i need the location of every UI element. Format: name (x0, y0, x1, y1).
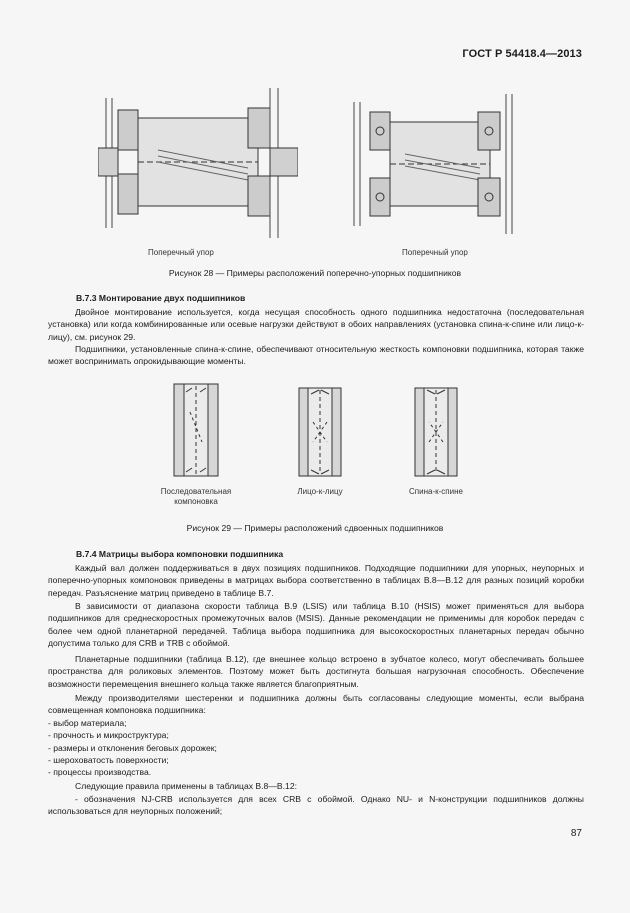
figure28-left-drawing (98, 88, 298, 238)
figure29-label-face-to-face: Лицо-к-лицу (297, 487, 343, 496)
section-b74-paragraph: Между производителями шестеренки и подшипника должны быть согласованы следующие моменты, если выбрана совмещенная компоновка подшипника: (48, 693, 584, 716)
section-b73-paragraph: Двойное монтирование используется, когда несущая способность одного подшипника недостаточна (последовательная установка) или когда комбинированные или осевые нагрузки действуют в обоих направлениях (установка спина-к-спине или лицо-к-лицу), см. рисунок 29. (48, 307, 584, 342)
bearing-shaft-drawing (350, 94, 520, 234)
figure29-tandem-drawing (172, 382, 220, 478)
paired-bearing-drawing (297, 386, 343, 478)
requirements-list (48, 717, 584, 778)
rules-item: - обозначения NJ-CRB используется для всех CRB с обоймой. Однако NU- и N-конструкции подшипников должны использоваться для неупорных положений; (48, 794, 584, 817)
section-b74-paragraph: В зависимости от диапазона скорости таблица В.9 (LSIS) или таблица В.10 (HSIS) может применяться для выбора подшипников для среднескоростных промежуточных валов (MSIS). Данные рекомендации не применимы для коробок передач с более чем одной планетарной передачей. Таблица выбора подшипника для высокоскоростных планетарных передач обычно допустима только для CRB и TRB с обоймой. (48, 601, 584, 648)
list-item: - процессы производства. (48, 767, 152, 778)
figure29-label-back-to-back: Спина-к-спине (409, 487, 463, 496)
figure29-caption: Рисунок 29 — Примеры расположений сдвоенных подшипников (186, 523, 444, 533)
figure28-caption: Рисунок 28 — Примеры расположений поперечно-упорных подшипников (168, 268, 462, 278)
document-id: ГОСТ Р 54418.4—2013 (462, 48, 582, 60)
figure29-face-to-face-drawing (297, 386, 343, 478)
figure28-right-drawing (350, 94, 520, 234)
section-b73-title: В.7.3 Монтирование двух подшипников (76, 293, 246, 303)
section-b73-paragraph: Подшипники, установленные спина-к-спине, обеспечивают относительную жесткость компоновки подшипника, которая также может воспринимать опрокидывающие моменты. (48, 344, 584, 367)
paired-bearing-drawing (413, 386, 459, 478)
section-b74-paragraph: Каждый вал должен поддерживаться в двух позициях подшипников. Подходящие подшипники для упорных, неупорных и поперечно-упорных компоновок приведены в матрицах выбора соответственно в таблицах В.8—В.12 для разных позиций коробки передач. Разъяснение матриц приведено в таблице В.7. (48, 563, 584, 598)
figure29-label-tandem: Последовательная компоновка (160, 487, 232, 506)
section-b74-title: В.7.4 Матрицы выбора компоновки подшипника (76, 549, 284, 559)
bearing-shaft-drawing (98, 88, 298, 238)
section-b74-paragraph: Планетарные подшипники (таблица В.12), где внешнее кольцо встроено в зубчатое колесо, могут обеспечивать большее пространства для роликовых элементов. Поэтому может быть достигнута большая нагрузочная способность. Обеспечение возможности перемещения внешнего кольца также является благоприятным. (48, 654, 584, 689)
page-number: 87 (570, 828, 582, 839)
list-item: - выбор материала; (48, 718, 127, 728)
figure28-left-label: Поперечный упор (148, 248, 214, 257)
list-item: - размеры и отклонения беговых дорожек; (48, 742, 217, 753)
figure28-right-label: Поперечный упор (402, 248, 468, 257)
list-item: - шероховатость поверхности; (48, 754, 169, 765)
rules-intro: Следующие правила применены в таблицах В.8—В.12: (75, 781, 297, 791)
paired-bearing-drawing (172, 382, 220, 478)
list-item: - прочность и микроструктура; (48, 730, 169, 741)
figure29-back-to-back-drawing (413, 386, 459, 478)
